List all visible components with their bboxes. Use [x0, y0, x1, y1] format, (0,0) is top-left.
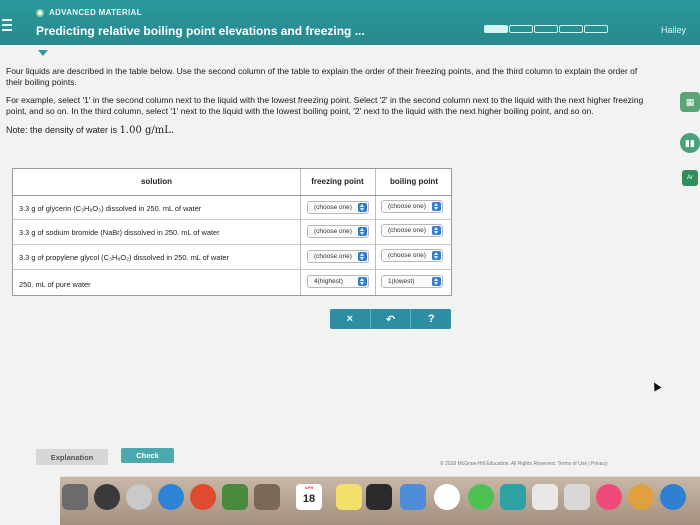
calendar-day: 18 — [302, 493, 316, 505]
explanation-button[interactable]: Explanation — [36, 449, 108, 465]
facetime-icon[interactable] — [500, 484, 526, 510]
density-note — [6, 125, 656, 138]
header-solution: solution — [140, 177, 173, 186]
clear-button[interactable]: × — [346, 313, 354, 325]
select-arrows-icon — [432, 202, 441, 211]
undo-button[interactable]: ↶ — [370, 309, 412, 329]
select-value: (choose one) — [388, 203, 426, 210]
progress-segment — [509, 25, 533, 33]
itunes-icon[interactable] — [596, 484, 622, 510]
books-icon[interactable] — [628, 484, 654, 510]
instructions-p1: Four liquids are described in the table below. Use the second column of the table to explain the order of their freezing points, and the third column to explain the order of their boiling points. — [6, 66, 638, 87]
finder-icon[interactable] — [94, 484, 120, 510]
reference-icon[interactable]: Ar — [682, 170, 698, 186]
app-store-icon[interactable] — [660, 484, 686, 510]
header-boiling-point: boiling point — [390, 177, 438, 186]
section-indicator — [36, 8, 142, 17]
help-button[interactable]: ? — [427, 313, 435, 325]
freezing-point-select[interactable] — [307, 225, 369, 238]
system-prefs-icon[interactable] — [532, 484, 558, 510]
boiling-point-select[interactable] — [381, 249, 443, 262]
select-arrows-icon — [432, 277, 441, 286]
select-arrows-icon — [358, 227, 367, 236]
select-value: (choose one) — [314, 204, 352, 211]
progress-segment — [484, 25, 508, 33]
photo-app-icon[interactable] — [222, 484, 248, 510]
freezing-point-select[interactable] — [307, 275, 369, 288]
select-arrows-icon — [358, 252, 367, 261]
activity-icon[interactable] — [366, 484, 392, 510]
select-arrows-icon — [432, 226, 441, 235]
launchpad-icon[interactable] — [62, 484, 88, 510]
messages-icon[interactable] — [468, 484, 494, 510]
check-button[interactable]: Check — [121, 448, 174, 463]
table-row-solution: 3.3 g of sodium bromide (NaBr) dissolved in 250. mL of water — [19, 228, 220, 237]
progress-segment — [559, 25, 583, 33]
solutions-table — [12, 168, 452, 296]
table-row-solution: 250. mL of pure water — [19, 280, 91, 289]
freezing-point-select[interactable] — [307, 201, 369, 214]
answer-actions — [330, 309, 451, 329]
select-value: (choose one) — [388, 252, 426, 259]
select-arrows-icon — [432, 251, 441, 260]
chrome-icon[interactable] — [190, 484, 216, 510]
preview-icon[interactable] — [400, 484, 426, 510]
freezing-point-select[interactable] — [307, 250, 369, 263]
table-row-solution: 3.3 g of glycerin (C₃H₈O₃) dissolved in 250. mL of water — [19, 204, 202, 213]
select-value: 4(highest) — [314, 278, 343, 285]
note-prefix: Note: the density of water is — [6, 124, 120, 135]
progress-segment — [534, 25, 558, 33]
select-value: (choose one) — [314, 228, 352, 235]
select-value: (choose one) — [314, 253, 352, 260]
periodic-table-icon[interactable]: ▦ — [680, 92, 700, 112]
status-dot-icon — [36, 9, 44, 17]
contacts-icon[interactable] — [254, 484, 280, 510]
copyright-text: © 2018 McGraw-Hill Education. All Rights Reserved. Terms of Use | Privacy — [440, 461, 608, 467]
select-value: 1(lowest) — [388, 278, 415, 285]
header-freezing-point: freezing point — [311, 177, 364, 186]
app-icon[interactable] — [564, 484, 590, 510]
menu-icon[interactable] — [2, 19, 12, 34]
boiling-point-select[interactable] — [381, 224, 443, 237]
select-arrows-icon — [358, 203, 367, 212]
select-value: (choose one) — [388, 227, 426, 234]
user-menu[interactable]: Hailey — [661, 25, 687, 35]
header-bar — [0, 0, 700, 45]
section-label: ADVANCED MATERIAL — [49, 8, 142, 17]
macos-dock — [60, 476, 700, 525]
instructions-p2: For example, select '1' in the second column next to the liquid with the lowest freezing point. Select '2' in the second column next to the liquid with the next higher freezing point, and so on. In the third column, select '1' next to the liquid with the lowest boiling point, '2' next to the liquid with the next higher boiling point, and so on. — [6, 95, 644, 116]
collapse-chevron-icon[interactable] — [38, 50, 48, 56]
mouse-cursor-icon — [651, 381, 662, 392]
calendar-month: APR — [304, 485, 314, 490]
boiling-point-select[interactable] — [381, 200, 443, 213]
table-row-solution: 3.3 g of propylene glycol (C₃H₈O₂) dissolved in 250. mL of water — [19, 253, 229, 262]
data-chart-icon[interactable]: ▮▮ — [680, 133, 700, 153]
safari-icon[interactable] — [158, 484, 184, 510]
calendar-icon[interactable] — [296, 484, 322, 510]
boiling-point-select[interactable] — [381, 275, 443, 288]
progress-segment — [584, 25, 608, 33]
select-arrows-icon — [358, 277, 367, 286]
question-text — [6, 66, 656, 145]
notes-icon[interactable] — [336, 484, 362, 510]
page-title: Predicting relative boiling point elevations and freezing ... — [36, 24, 365, 38]
progress-bar — [484, 25, 608, 33]
note-value: 1.00 g/mL. — [119, 124, 175, 136]
table-header — [13, 169, 451, 195]
photos-icon[interactable] — [434, 484, 460, 510]
rocket-app-icon[interactable] — [126, 484, 152, 510]
